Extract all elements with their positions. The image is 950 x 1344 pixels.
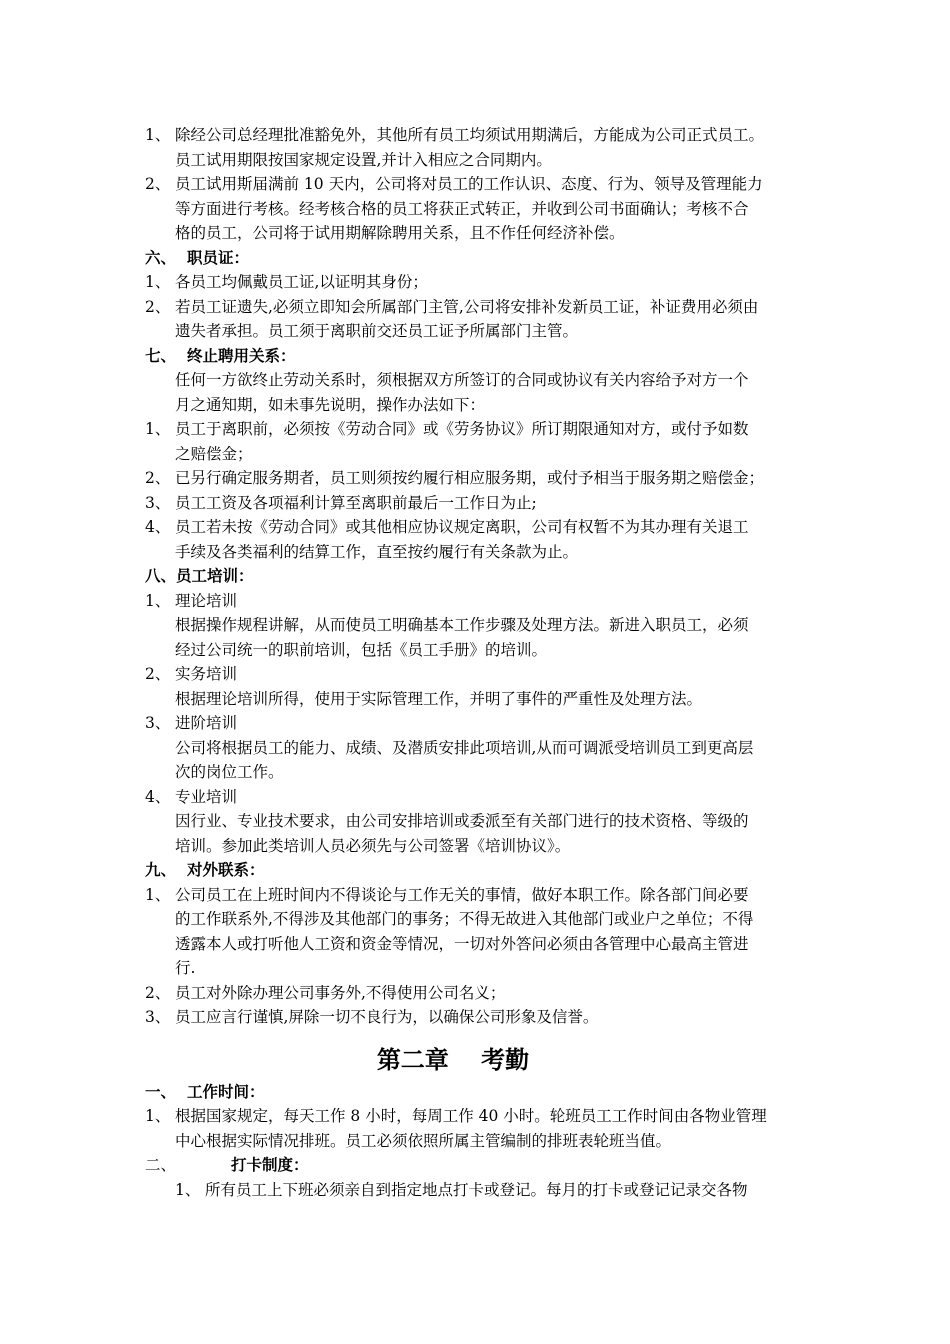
item-continuation: 之赔偿金； [175,444,253,463]
item-text: 员工试用斯届满前 10 天内，公司将对员工的工作认识、态度、行为、领导及管理能力 [175,175,763,193]
item-title: 进阶培训 [175,714,238,732]
list-item [145,417,817,442]
item-title: 实务培训 [175,665,238,683]
heading-text: 员工培训： [176,566,254,585]
item-text: 员工工资及各项福利计算至离职前最后一工作日为止; [175,493,537,512]
item-text: 员工于离职前，必须按《劳动合同》或《劳务协议》所订期限通知对方，或付予如数 [175,420,749,438]
item-number: 1、 [145,126,171,144]
item-number: 1、 [145,273,171,291]
list-item [145,515,817,540]
item-text: 员工若未按《劳动合同》或其他相应协议规定离职，公司有权暂不为其办理有关退工 [175,518,749,536]
heading-number: 八、 [145,566,177,585]
list-item [145,883,817,908]
list-item [145,123,817,148]
item-continuation: 中心根据实际情况排班。员工必须依照所属主管编制的排班表轮班当值。 [175,1131,672,1150]
list-item [145,1104,817,1129]
list-item [145,662,817,687]
paragraph-line: 任何一方欲终止劳动关系时，须根据双方所签订的合同或协议有关内容给予对方一个 [175,371,749,389]
item-continuation: 行. [175,959,196,977]
list-item [145,785,817,810]
list-item [145,711,817,736]
item-title: 专业培训 [175,787,238,806]
list-item [145,466,817,491]
heading-number: 七、 [145,345,177,365]
item-number: 2、 [145,175,171,193]
item-text: 根据国家规定，每天工作 8 小时，每周工作 40 小时。轮班员工工作时间由各物业管理 [175,1107,767,1125]
chapter-title: 第二章 考勤 [376,1044,530,1074]
paragraph-line: 公司将根据员工的能力、成绩、及潜质安排此项培训,从而可调派受培训员工到更高层 [175,738,754,757]
heading-number: 六、 [145,247,177,267]
list-item [145,1178,817,1203]
item-continuation: 员工试用期限按国家规定设置,并计入相应之合同期内。 [175,150,552,169]
item-continuation: 格的员工，公司将于试用期解除聘用关系，且不作任何经济补偿。 [175,224,625,242]
item-number: 4、 [145,518,171,536]
list-item [145,295,817,320]
item-number: 1、 [175,1180,201,1199]
item-continuation: 手续及各类福利的结算工作，直至按约履行有关条款为止。 [175,542,579,561]
section-heading [145,344,817,369]
heading-number: 一、 [145,1081,177,1101]
item-number: 2、 [145,983,171,1002]
item-number: 1、 [145,1107,171,1125]
item-number: 2、 [145,469,171,487]
item-text: 除经公司总经理批准豁免外，其他所有员工均须试用期满后，方能成为公司正式员工。 [175,126,765,144]
heading-text: 工作时间： [187,1081,265,1101]
item-number: 2、 [145,297,171,316]
heading-text: 职员证： [187,247,250,267]
list-item [145,491,817,516]
item-continuation: 遗失者承担。员工须于离职前交还员工证予所属部门主管。 [175,322,579,340]
item-text: 公司员工在上班时间内不得谈论与工作无关的事情，做好本职工作。除各部门间必要 [175,885,749,904]
heading-number: 九、 [145,860,177,879]
list-item [145,1005,817,1030]
heading-text: 终止聘用关系： [187,345,296,365]
item-text: 各员工均佩戴员工证,以证明其身份； [175,273,428,291]
section-heading [145,1080,817,1105]
item-number: 2、 [145,665,171,683]
section-heading [145,1153,817,1178]
item-number: 3、 [145,493,171,512]
item-text: 若员工证遗失,必须立即知会所属部门主管,公司将安排补发新员工证，补证费用必须由 [175,297,759,316]
paragraph-line: 次的岗位工作。 [175,763,284,781]
item-number: 1、 [145,885,171,904]
paragraph-line: 月之通知期，如未事先说明，操作办法如下： [175,395,486,414]
heading-text: 对外联系： [187,860,265,879]
item-number: 1、 [145,591,171,610]
item-text: 所有员工上下班必须亲自到指定地点打卡或登记。每月的打卡或登记记录交各物 [205,1180,748,1199]
list-item [145,270,817,295]
heading-number: 二、 [145,1156,177,1174]
paragraph-line: 培训。参加此类培训人员必须先与公司签署《培训协议》。 [175,836,571,855]
item-text: 员工应言行谨慎,屏除一切不良行为，以确保公司形象及信誉。 [175,1008,599,1026]
paragraph-line: 根据理论培训所得，使用于实际管理工作，并明了事件的严重性及处理方法。 [175,689,703,708]
item-number: 4、 [145,787,171,806]
paragraph-line: 根据操作规程讲解，从而使员工明确基本工作步骤及处理方法。新进入职员工，必须 [175,616,749,634]
section-heading [145,246,817,271]
document-body [145,123,817,1202]
list-item [145,589,817,614]
item-number: 1、 [145,420,171,438]
list-item [145,172,817,197]
item-number: 3、 [145,714,171,732]
heading-text: 打卡制度： [231,1155,309,1174]
item-number: 3、 [145,1008,171,1026]
item-title: 理论培训 [175,591,238,610]
item-text: 员工对外除办理公司事务外,不得使用公司名义； [175,983,506,1002]
list-item [145,981,817,1006]
item-continuation: 的工作联系外,不得涉及其他部门的事务；不得无故进入其他部门或业户之单位；不得 [175,910,754,928]
paragraph-line: 因行业、专业技术要求，由公司安排培训或委派至有关部门进行的技术资格、等级的 [175,812,749,830]
item-text: 已另行确定服务期者，员工则须按约履行相应服务期，或付予相当于服务期之赔偿金； [175,469,765,487]
item-continuation: 透露本人或打听他人工资和资金等情况，一切对外答问必须由各管理中心最高主管进 [175,934,749,953]
item-continuation: 等方面进行考核。经考核合格的员工将获正式转正，并收到公司书面确认；考核不合 [175,199,749,218]
paragraph-line: 经过公司统一的职前培训，包括《员工手册》的培训。 [175,640,548,659]
section-heading [145,564,817,589]
section-heading [145,858,817,883]
